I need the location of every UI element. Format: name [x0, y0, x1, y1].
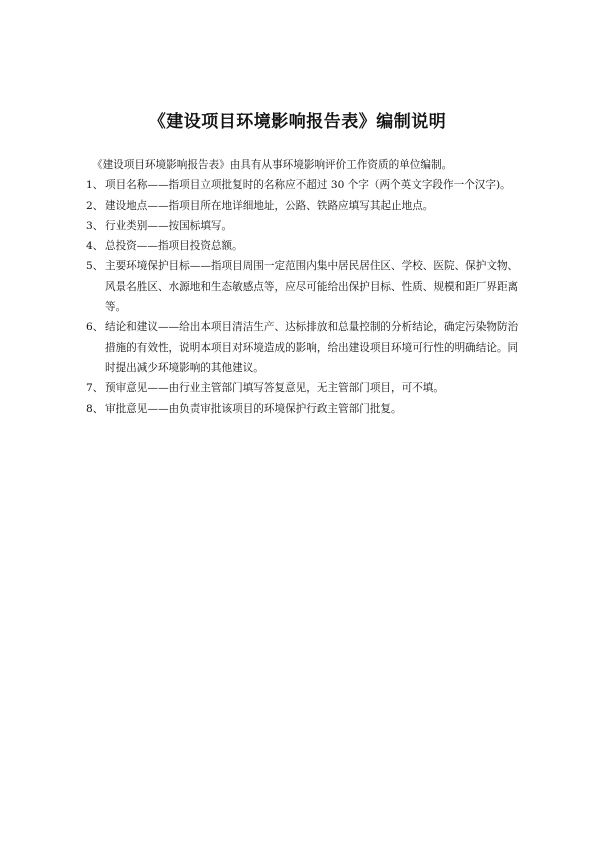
list-item-text: 结论和建议——给出本项目清洁生产、达标排放和总量控制的分析结论，确定污染物防治措施的有效性，说明本项目对环境造成的影响，给出建设项目环境可行性的明确结论。同时提出减少环境影响的其他建议。: [105, 321, 519, 374]
list-item-6: [86, 317, 524, 378]
list-item-number: 7、: [86, 382, 104, 395]
intro-paragraph: 《建设项目环境影响报告表》由具有从事环境影响评价工作资质的单位编制。: [92, 159, 453, 171]
list-item-5: [86, 256, 524, 317]
list-item-text: 总投资——指项目投资总额。: [105, 240, 243, 253]
list-item-text: 项目名称——指项目立项批复时的名称应不超过 30 个字（两个英文字段作一个汉字)。: [105, 179, 511, 192]
list-item-text: 审批意见——由负责审批该项目的环境保护行政主管部门批复。: [105, 402, 402, 415]
list-item-number: 4、: [86, 240, 104, 253]
list-item-text: 主要环境保护目标——指项目周围一定范围内集中居民居住区、学校、医院、保护文物、风景名胜区、水源地和生态敏感点等，应尽可能给出保护目标、性质、规模和距厂界距离等。: [105, 260, 519, 314]
list-item-8: [86, 399, 524, 419]
list-item-number: 5、: [86, 260, 104, 273]
list-item-3: [86, 216, 524, 236]
list-item-7: [86, 378, 524, 398]
list-item-4: [86, 236, 524, 256]
list-item-text: 行业类别——按国标填写。: [105, 219, 233, 232]
list-item-number: 8、: [86, 402, 104, 415]
list-item-2: [86, 196, 524, 216]
list-item-number: 1、: [86, 179, 104, 192]
list-item-text: 建设地点——指项目所在地详细地址，公路、铁路应填写其起止地点。: [105, 199, 434, 212]
document-body: [86, 155, 524, 419]
document-title: 《建设项目环境影响报告表》编制说明: [148, 112, 447, 132]
list-item-text: 预审意见——由行业主管部门填写答复意见，无主管部门项目，可不填。: [105, 382, 444, 395]
list-item-1: [86, 175, 524, 195]
list-item-number: 2、: [86, 199, 104, 212]
list-item-number: 3、: [86, 219, 104, 232]
list-item-number: 6、: [86, 321, 104, 334]
